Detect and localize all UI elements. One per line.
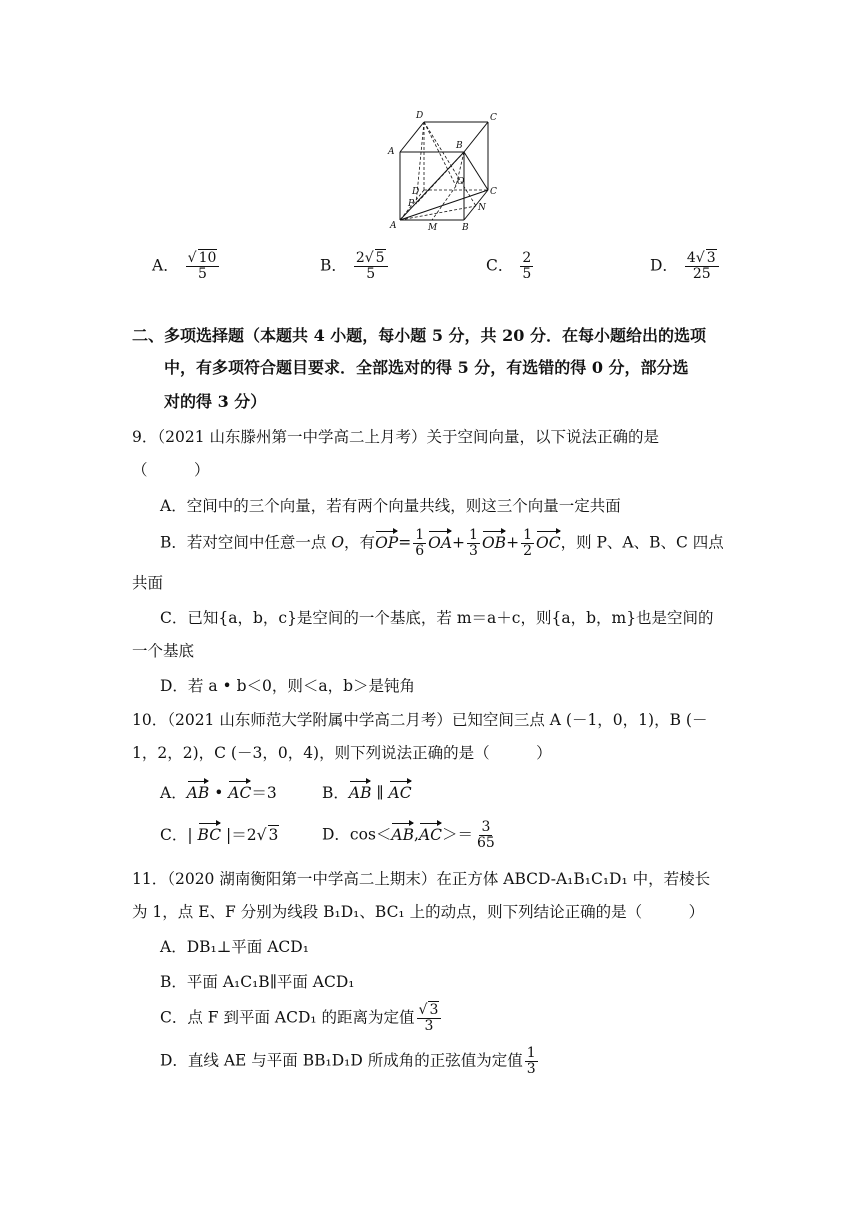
q9-option-c-line2: 一个基底 — [132, 642, 195, 660]
q11-option-d: D．直线 AE 与平面 BB₁D₁D 所成角的正弦值为定值 $\frac{1}{3}$ — [160, 1045, 536, 1077]
q9-option-d: D．若 a • b＜0，则＜a，b＞是钝角 — [160, 677, 416, 695]
label-p: P — [408, 199, 415, 209]
label-c1: C — [490, 113, 497, 123]
label-a1: A — [388, 147, 395, 157]
q9-stem-line1: 9．（2021 山东滕州第一中学高二上月考）关于空间向量，以下说法正确的是 — [132, 428, 659, 446]
q10-stem-line2: 1，2，2)，C (－3，0，4)，则下列说法正确的是（ ） — [132, 744, 552, 762]
label-o: O — [457, 177, 465, 187]
q11-option-a: A．DB₁⊥平面 ACD₁ — [160, 938, 309, 956]
label-m: M — [428, 223, 438, 233]
cube-figure — [380, 108, 510, 234]
q8-option-c: C． $\frac{2}{5}$ — [486, 250, 532, 282]
label-a: A — [390, 221, 397, 231]
q11-option-c: C．点 F 到平面 ACD₁ 的距离为定值 $\frac{√ 3}{3}$ — [160, 1003, 443, 1034]
q11-stem-line2: 为 1，点 E、F 分别为线段 B₁D₁、BC₁ 上的动点，则下列结论正确的是（ ） — [132, 903, 705, 921]
q9-option-c-line1: C．已知{a，b，c}是空间的一个基底，若 m＝a＋c，则{a，b，m}也是空间的 — [160, 609, 714, 627]
label-c: C — [490, 187, 497, 197]
q10-option-c: C．| BC |＝2√ 3 — [160, 826, 279, 844]
q9-stem-line2: （ ） — [132, 461, 210, 479]
q8-option-d: D． $\frac{4√ 3}{25}$ — [650, 251, 721, 282]
label-b: B — [462, 223, 469, 233]
q10-option-b: B．AB ∥ AC — [322, 784, 412, 802]
label-n: N — [478, 203, 486, 213]
label-d1: D — [416, 111, 424, 121]
q11-stem-line1: 11．（2020 湖南衡阳第一中学高二上期末）在正方体 ABCD-A₁B₁C₁D₁ 中，若棱长 — [132, 870, 711, 888]
section2-line1: 二、多项选择题（本题共 4 小题，每小题 5 分，共 20 分．在每小题给出的选项 — [132, 326, 706, 345]
section2-line3: 对的得 3 分） — [164, 392, 267, 411]
q10-stem-line1: 10．（2021 山东师范大学附属中学高二月考）已知空间三点 A (－1，0，1)，B (－ — [132, 711, 708, 729]
q9-option-a: A．空间中的三个向量，若有两个向量共线，则这三个向量一定共面 — [160, 497, 621, 515]
q10-option-d: D．cos＜AB,AC＞＝ $\frac{3}{65}$ — [322, 819, 495, 851]
q11-option-b: B．平面 A₁C₁B∥平面 ACD₁ — [160, 973, 355, 991]
q9-option-b-cont: 共面 — [132, 574, 164, 592]
label-d: D — [412, 187, 420, 197]
label-b1: B — [456, 141, 463, 151]
q9-option-b: B．若对空间中任意一点 O，有OP= $\frac{1}{6}$ OA+ $\frac{1}{3}$ OB+ $\frac{1}{2}$ OC，则 P、A、B、C 四点 — [160, 527, 724, 559]
q8-option-a: A． $\frac{√ 10}{5}$ — [152, 251, 221, 282]
q8-option-b: B． $\frac{2√ 5}{5}$ — [320, 251, 390, 282]
q10-option-a: A．AB • AC＝3 — [160, 784, 277, 802]
section2-line2: 中，有多项符合题目要求．全部选对的得 5 分，有选错的得 0 分，部分选 — [164, 358, 689, 377]
